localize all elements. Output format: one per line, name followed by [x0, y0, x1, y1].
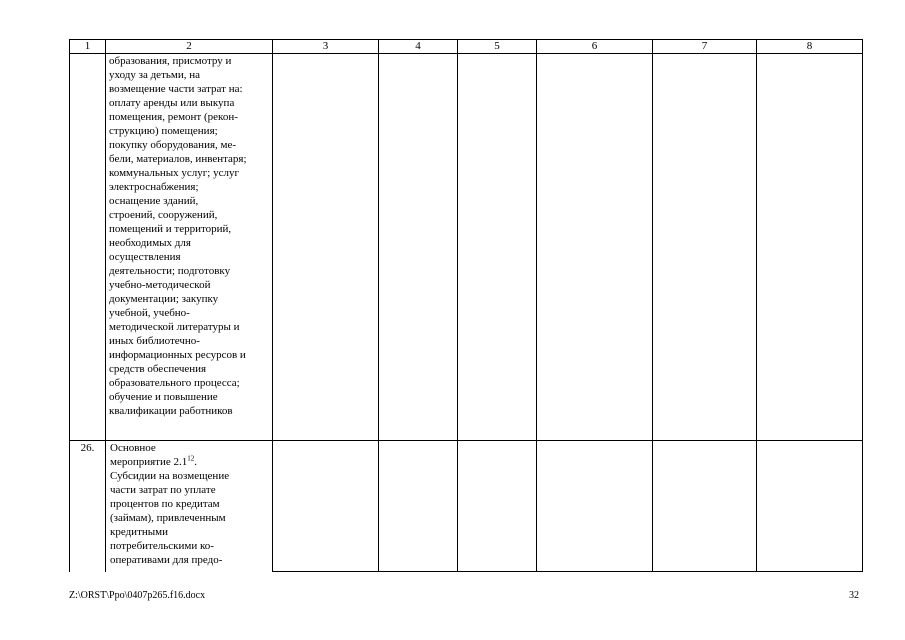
row-number-cell: [70, 54, 106, 441]
table-cell: [458, 54, 537, 441]
column-header-6: 6: [537, 40, 653, 54]
measure-title-line: Основное: [110, 442, 156, 454]
column-header-1: 1: [70, 40, 106, 54]
table-cell: [537, 441, 653, 572]
table-cell: [379, 441, 458, 572]
measure-body-text: Субсидии на возмещение части затрат по уплате процентов по кредитам (займам), привлеченным кредитными потребительскими ко- оперативами для предо-: [110, 470, 230, 566]
data-table: [69, 39, 863, 572]
column-header-4: 4: [379, 40, 458, 54]
table-row: [70, 54, 863, 441]
row-number-cell: 26.: [70, 441, 106, 572]
column-header-7: 7: [653, 40, 757, 54]
measure-description-cell: образования, присмотру и уходу за детьми, на возмещение части затрат на: оплату аренды или выкупа помещения, ремонт (рекон- струкцию) помещения; покупку оборудования, ме- бели, материалов, инвентаря; коммунальных услуг; услуг электроснабжения; оснащение зданий, строений, сооружений, помещений и территорий, необходимых для осуществления деятельности; подготовку учебно-методической документации; закупку учебной, учебно- методической литературы и иных библиотечно- информационных ресурсов и средств обеспечения образовательного процесса; обучение и повышение квалификации работников: [106, 54, 273, 441]
table-cell: [757, 441, 863, 572]
measure-subtitle-line: [110, 455, 269, 469]
table-cell: [273, 54, 379, 441]
table-row: [70, 441, 863, 572]
table-cell: [757, 54, 863, 441]
column-header-5: 5: [458, 40, 537, 54]
header-row: [70, 40, 863, 54]
table-cell: [653, 441, 757, 572]
table-cell: [653, 54, 757, 441]
measure-subtitle-text: мероприятие 2.1: [110, 456, 188, 468]
measure-description-cell: [106, 441, 273, 572]
table-cell: [458, 441, 537, 572]
column-header-2: 2: [106, 40, 273, 54]
measure-subtitle-period: .: [194, 456, 198, 468]
column-header-8: 8: [757, 40, 863, 54]
table-cell: [537, 54, 653, 441]
footer-file-path: Z:\ORST\Ppo\0407p265.f16.docx: [69, 590, 206, 601]
table-cell: [379, 54, 458, 441]
table-cell: [273, 441, 379, 572]
footer-page-number: 32: [849, 590, 859, 601]
footnote-reference: 12: [187, 454, 195, 463]
column-header-3: 3: [273, 40, 379, 54]
